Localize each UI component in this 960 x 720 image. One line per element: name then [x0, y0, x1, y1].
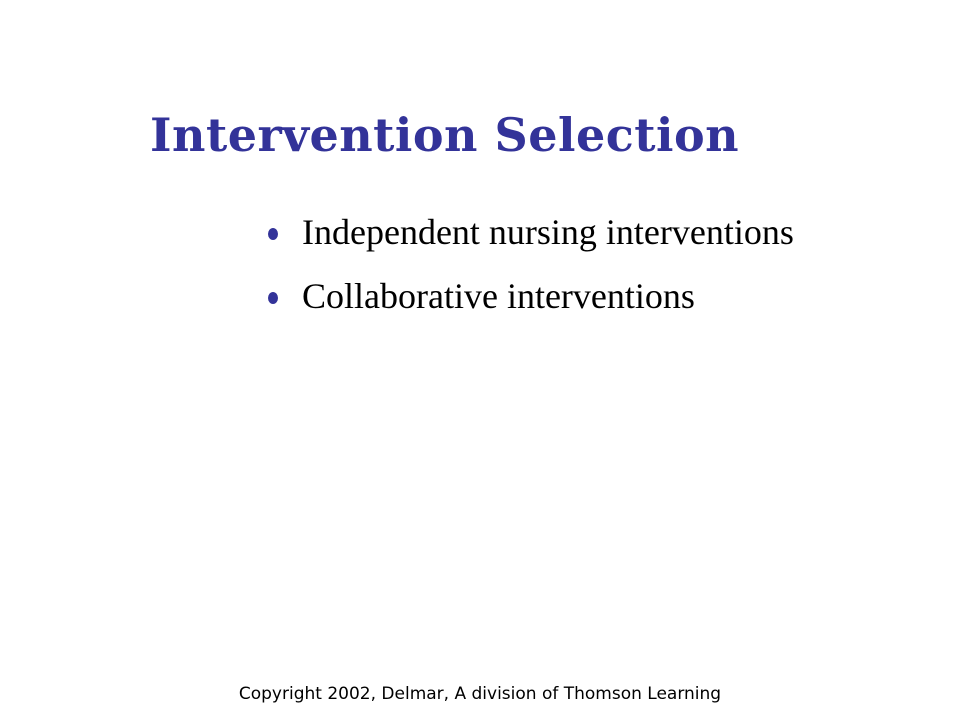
bullet-icon: [268, 292, 278, 304]
bullet-item: [268, 200, 794, 264]
bullet-text: Independent nursing interventions: [302, 212, 794, 252]
bullet-text: Collaborative interventions: [302, 276, 695, 316]
bullet-icon: [268, 228, 278, 240]
bullet-list: [268, 200, 794, 328]
slide-title: Intervention Selection: [150, 108, 740, 162]
copyright-footer: Copyright 2002, Delmar, A division of Thomson Learning: [238, 684, 722, 704]
bullet-item: [268, 264, 794, 328]
